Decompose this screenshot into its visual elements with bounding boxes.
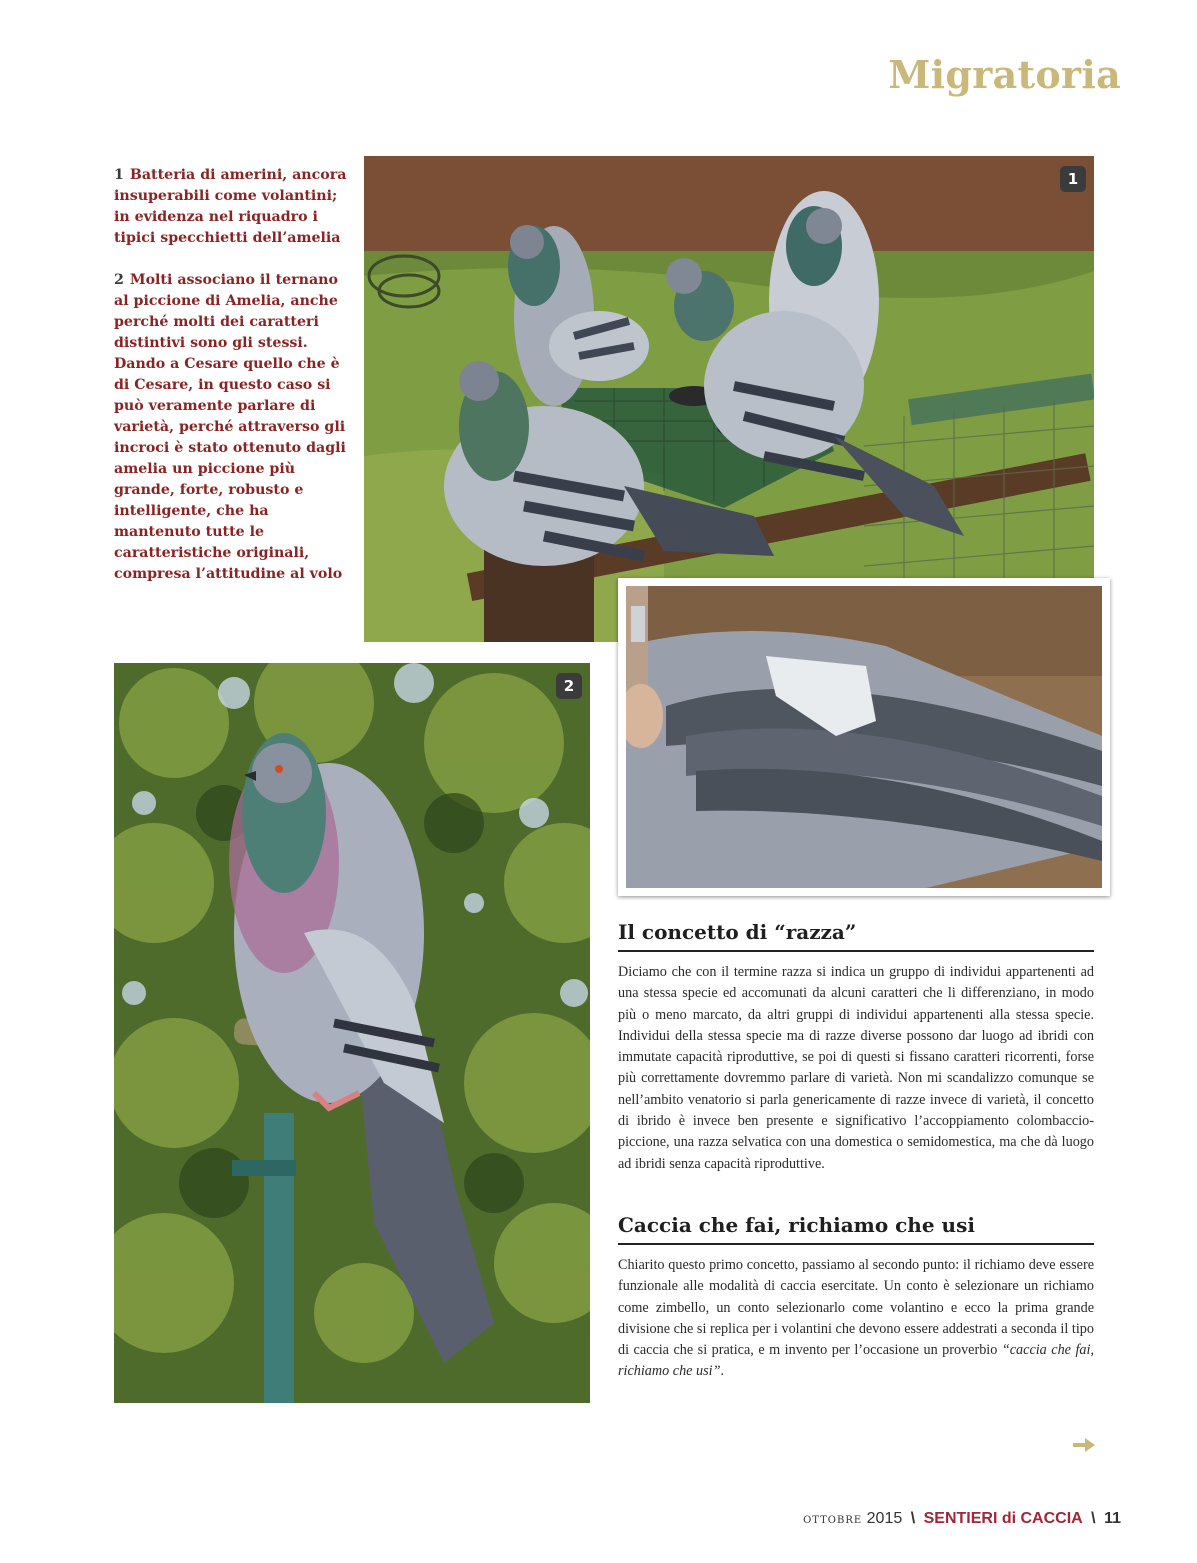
photo-wing-detail-frame xyxy=(626,586,1102,888)
article-heading-razza: Il concetto di “razza” xyxy=(618,920,1094,952)
article-body-caccia-text: Chiarito questo primo concetto, passiamo al secondo punto: il richiamo deve essere funzionale alle modalità di caccia esercitate. Un conto è selezionare un richiamo come zimbello, un conto selezionarlo come volantino e ecco la prima grande divisione che si replica per i volantini che devono essere addestrati a seconda il tipo di caccia che si pratica, e m invento per l’occasione un proverbio xyxy=(618,1257,1094,1359)
footer-separator-2: \ xyxy=(1091,1510,1096,1527)
footer-magazine-name: SENTIERI di CACCIA xyxy=(923,1510,1083,1527)
footer-separator-1: \ xyxy=(910,1510,916,1527)
photo-pigeon-on-post xyxy=(114,663,590,1403)
photo-captions xyxy=(114,165,354,606)
article-body-caccia-end: . xyxy=(720,1363,725,1380)
article-body-razza: Diciamo che con il termine razza si indica un gruppo di individui appartenenti ad una stessa specie ed accomunati da alcuni caratteri che li differenziano, in modo più o meno marcato, da altri gruppi di individui appartenenti alla stessa specie. Individui della stessa specie ma di razze diverse possono dar luogo ad ibridi con immutate capacità riproduttive, se poi di questi si fissano caratteri ricorrenti, forse più correttamente dovremmo parlare di varietà. Non mi scandalizzo comunque se nell’ambito venatorio si parla genericamente di razze invece di varietà, il concetto di ibrido è invece ben presente e significativo l’accoppiamento colombaccio-piccione, una razza selvatica con una domestica o semidomestica, ma che dà luogo ad ibridi senza capacità riproduttive. xyxy=(618,964,1094,1172)
article-section-razza xyxy=(618,920,1094,1175)
page-footer xyxy=(803,1510,1121,1528)
footer-month: ottobre xyxy=(803,1511,863,1527)
photo-pigeon-on-post-image xyxy=(114,663,590,1403)
photo-wing-detail xyxy=(618,578,1110,896)
section-header: Migratoria xyxy=(888,52,1121,97)
caption-2-text: Molti associano il ternano al piccione di Amelia, anche perché molti dei caratteri distintivi sono gli stessi. Dando a Cesare quello che è di Cesare, in questo caso si può veramente parlare di varietà, perché attraverso gli incroci è stato ottenuto dagli amelia un piccione più grande, forte, robusto e intelligente, che ha mantenuto tutte le caratteristiche originali, compresa l’attitudine al volo xyxy=(114,272,346,582)
caption-1 xyxy=(114,165,354,249)
continue-arrow-icon xyxy=(1073,1438,1095,1452)
photo-2-badge: 2 xyxy=(556,673,582,699)
caption-2 xyxy=(114,270,354,585)
caption-1-number: 1 xyxy=(114,167,124,183)
caption-1-text: Batteria di amerini, ancora insuperabili come volantini; in evidenza nel riquadro i tipici specchietti dell’amelia xyxy=(114,167,347,246)
footer-page-number: 11 xyxy=(1104,1510,1121,1527)
photo-pigeons-perch-image xyxy=(364,156,1094,642)
article-section-caccia xyxy=(618,1213,1094,1383)
photo-wing-detail-image xyxy=(626,586,1102,888)
caption-2-number: 2 xyxy=(114,272,124,288)
photo-pigeons-perch xyxy=(364,156,1094,642)
footer-year: 2015 xyxy=(866,1510,903,1527)
article-heading-caccia: Caccia che fai, richiamo che usi xyxy=(618,1213,1094,1245)
photo-1-badge: 1 xyxy=(1060,166,1086,192)
article-body-caccia-quote: “caccia che fai, richiamo che usi” xyxy=(618,1342,1095,1380)
article-body-caccia xyxy=(618,1255,1094,1383)
